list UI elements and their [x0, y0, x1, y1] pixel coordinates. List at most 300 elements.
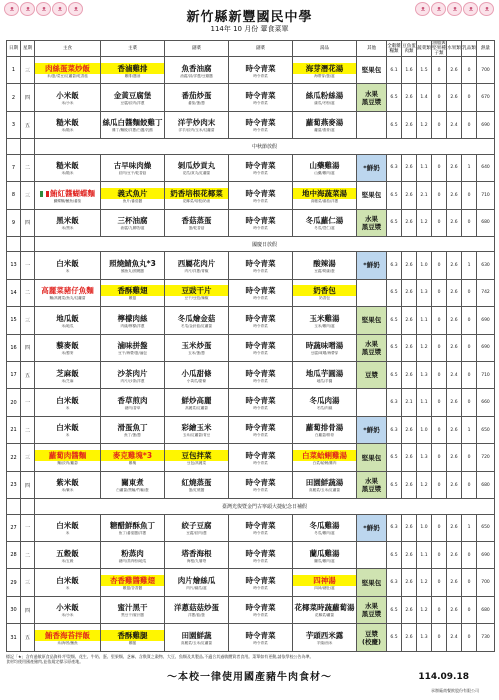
soup-dish	[293, 575, 356, 586]
side-dish	[229, 368, 292, 379]
nutrition-value: 0	[462, 279, 477, 306]
other-cell	[357, 624, 387, 652]
dish-ingredients: 時令青菜	[253, 323, 268, 328]
weekday-cell	[21, 236, 35, 251]
dish-cell	[101, 209, 165, 236]
soup-dish	[293, 258, 356, 269]
dish-name: 沙茶肉片	[117, 368, 148, 378]
dish-cell	[101, 307, 165, 334]
dish-cell	[101, 279, 165, 306]
weekday-cell: 三	[21, 307, 35, 334]
nutrition-value: 2.6	[447, 84, 462, 111]
dish-ingredients: 肉絲/檸檬/洋蔥	[120, 323, 145, 328]
nutrition-value: 1.1	[417, 389, 432, 416]
staple-dish	[35, 90, 100, 101]
staple-dish	[35, 160, 100, 171]
dish-cell	[35, 624, 101, 652]
column-header: 豆魚蛋肉類	[402, 41, 417, 57]
soup-dish	[293, 215, 356, 226]
staple-dish	[35, 450, 100, 461]
dish-ingredients: 芋頭/西米	[316, 640, 333, 645]
nutrition-value: 1.3	[417, 444, 432, 471]
dish-name: 奶香包	[313, 286, 336, 296]
nutrition-value: 2.6	[402, 182, 417, 209]
dish-name: 鮪香海苔拌飯	[45, 630, 90, 640]
dish-name: 地瓜飯	[56, 313, 79, 323]
nutrition-value: 0	[432, 154, 447, 181]
dish-cell	[293, 624, 357, 652]
table-row	[7, 471, 495, 498]
table-row	[7, 209, 495, 236]
nutrition-value: 6.3	[387, 569, 402, 596]
dish-ingredients: 山藥/雞肉/薑	[314, 171, 335, 176]
dish-ingredients: 米/糙米	[61, 171, 74, 176]
nutrition-value: 2.6	[447, 334, 462, 361]
nutrition-value: 660	[477, 389, 495, 416]
nutrition-value: 2.1	[402, 389, 417, 416]
dish-cell	[229, 279, 293, 306]
dish-ingredients: 小黃瓜/甜條	[186, 378, 207, 383]
dish-cell	[165, 252, 229, 279]
side-dish	[165, 368, 228, 379]
dish-ingredients: 海帶芽/蛋/薑	[314, 73, 335, 78]
nutrition-value: 2.6	[402, 84, 417, 111]
dish-ingredients: 蝴蝶麵/鮪魚/番茄	[53, 198, 82, 203]
day-cell: 14	[7, 279, 21, 306]
dish-ingredients: 肉片/洋蔥/青椒	[184, 268, 209, 273]
dish-name: 白米飯	[56, 258, 79, 268]
dish-name: 紅燒蒸蛋	[181, 478, 212, 488]
nutrition-value: 1.1	[417, 307, 432, 334]
staple-dish	[35, 477, 100, 488]
nutrition-value: 6.5	[387, 362, 402, 389]
dish-name: 彩繪玉米	[181, 423, 212, 433]
nutrition-value: 0	[432, 182, 447, 209]
weekday-cell: 二	[21, 416, 35, 443]
other-cell	[357, 471, 387, 498]
other-cell	[357, 111, 387, 138]
dish-ingredients: 高麗菜/紅蘿蔔	[185, 406, 208, 410]
day-cell: 8	[7, 182, 21, 209]
nutrition-value: 0	[432, 444, 447, 471]
dish-cell	[101, 84, 165, 111]
nutrition-value: 0	[432, 624, 447, 652]
nutrition-value: 1.1	[417, 542, 432, 569]
dish-name: 芝麻飯	[56, 368, 79, 378]
side-dish	[165, 285, 228, 296]
other-item: 黑豆漿	[361, 347, 382, 356]
side-dish	[229, 602, 292, 613]
dish-name: 地中海蔬菜湯	[302, 188, 347, 198]
dish-ingredients: 時令青菜	[253, 296, 268, 301]
nutrition-value: 2.6	[402, 111, 417, 138]
side-dish	[165, 477, 228, 488]
dish-name: 蘿蔔燕麥湯	[305, 118, 344, 128]
table-row	[7, 307, 495, 334]
dish-ingredients: 麵/絞肉/蘿蔔	[57, 460, 78, 465]
nutrition-value: 0	[462, 307, 477, 334]
dish-cell	[165, 362, 229, 389]
other-item: 水果	[365, 214, 378, 223]
dish-ingredients: 白蘿蔔/排骨	[314, 433, 335, 438]
dish-name: 滷味拼盤	[117, 341, 148, 351]
nutrition-value: 2.6	[447, 209, 462, 236]
dish-ingredients: 米/糙米	[61, 128, 74, 133]
dish-ingredients: 米/小米	[61, 613, 74, 618]
dish-cell	[101, 596, 165, 623]
dish-ingredients: 豆包/高麗菜	[186, 460, 207, 465]
dish-name: 四神湯	[313, 575, 336, 585]
main-dish	[101, 630, 164, 641]
other-item: *鮮奶	[363, 163, 380, 172]
dish-name: 香酥雞翅	[117, 286, 148, 296]
dish-name: 地瓜芋圓湯	[305, 368, 344, 378]
side-dish	[229, 548, 292, 559]
nutrition-value: 2.4	[447, 624, 462, 652]
side-dish	[229, 450, 292, 461]
nutrition-value: 2.6	[402, 154, 417, 181]
dish-ingredients: 玉米/紅蘿蔔/青豆	[182, 433, 211, 438]
dish-ingredients: 米	[65, 433, 70, 438]
side-dish	[165, 117, 228, 128]
dish-name: 鮮炒高麗	[181, 396, 212, 405]
nutrition-value: 690	[477, 542, 495, 569]
soup-dish	[293, 602, 356, 613]
staple-dish	[35, 63, 100, 74]
dish-ingredients: 雞翅/杏香醬	[122, 585, 143, 590]
side-dish	[229, 188, 292, 199]
weekday-cell: 二	[21, 542, 35, 569]
dish-cell	[293, 362, 357, 389]
dish-ingredients: 冬瓜/雞肉/薑	[314, 531, 335, 536]
dish-cell	[293, 154, 357, 181]
holiday-label: 中秋節放假	[35, 139, 495, 154]
dish-cell	[165, 514, 229, 541]
dish-ingredients: 花瓜/貢丸/紅蘿蔔	[182, 171, 211, 176]
other-cell	[357, 84, 387, 111]
side-dish	[165, 90, 228, 101]
dish-ingredients: 米/蛋/菜豆/紅蘿蔔/乾香菇	[47, 73, 88, 78]
nutrition-value: 2.6	[447, 569, 462, 596]
day-cell	[7, 236, 21, 251]
soup-dish	[293, 340, 356, 351]
dish-name: 番茄炒蛋	[181, 90, 212, 100]
weekday-cell: 一	[21, 252, 35, 279]
column-header: 副菜	[165, 41, 229, 57]
dish-cell	[101, 252, 165, 279]
dish-name: 豆包拌菜	[181, 450, 212, 460]
dish-name: 時蔬味噌湯	[305, 341, 344, 351]
main-dish	[101, 450, 164, 461]
weekday-cell: 五	[21, 624, 35, 652]
dish-ingredients: 時令青菜	[253, 378, 268, 383]
other-cell	[357, 209, 387, 236]
other-cell	[357, 542, 387, 569]
dish-ingredients: 絲瓜/冬粉/薑	[314, 100, 335, 105]
nutrition-value: 0	[462, 209, 477, 236]
dish-name: 奶香培根花椰菜	[170, 188, 223, 198]
nutrition-value: 1.2	[417, 209, 432, 236]
allergen-note: 標記「★」含有過敏原食品資料:甲殼類、花生、牛奶、蛋、堅果類、芝麻、含麩質之穀物、大豆、魚類及其製品,不適合其過敏體質者食用。菜單如有更動,請依學校公告為準。	[6, 654, 314, 659]
weekday-cell: 三	[21, 569, 35, 596]
column-header: 主食	[35, 41, 101, 57]
weekday-cell: 三	[21, 182, 35, 209]
dish-name: 時令青菜	[245, 548, 276, 558]
nutrition-value: 1.1	[417, 154, 432, 181]
dish-name: 金黃豆腐堡	[113, 90, 152, 100]
nutrition-value: 6.5	[387, 84, 402, 111]
nutrition-value: 0	[432, 389, 447, 416]
dish-name: 五穀飯	[56, 548, 79, 558]
dish-name: 照燒鯖魚丸*3	[109, 258, 156, 268]
staple-dish	[35, 340, 100, 351]
dish-ingredients: 冬瓜/金針菇/紅蘿蔔	[180, 323, 213, 328]
dish-cell	[101, 569, 165, 596]
dish-name: 肉片燴絲瓜	[177, 575, 216, 585]
main-dish	[101, 368, 164, 379]
nutrition-value: 6.5	[387, 596, 402, 623]
dish-ingredients: 時令青菜	[253, 433, 268, 438]
dish-name: 糙米飯	[56, 161, 79, 171]
dish-name: 冬瓜雞湯	[309, 521, 340, 531]
day-cell: 13	[7, 252, 21, 279]
other-cell	[357, 416, 387, 443]
dish-cell	[293, 182, 357, 209]
other-cell	[357, 569, 387, 596]
dish-ingredients: 時令青菜	[253, 198, 268, 203]
side-dish	[229, 258, 292, 269]
dish-name: 西屬花肉片	[177, 258, 216, 268]
soup-dish	[293, 395, 356, 406]
nutrition-value: 6.5	[387, 444, 402, 471]
dish-ingredients: 洋芋/絞肉/玉米/紅蘿蔔	[178, 128, 215, 133]
dish-cell	[165, 209, 229, 236]
dish-ingredients: 米/小米	[61, 100, 74, 105]
nutrition-value: 0	[432, 252, 447, 279]
dish-cell	[35, 57, 101, 84]
nutrition-value: 6.3	[387, 389, 402, 416]
dish-ingredients: 米/海苔/鮪魚	[57, 640, 78, 645]
side-dish	[229, 160, 292, 171]
dish-cell	[35, 389, 101, 416]
dish-cell	[35, 569, 101, 596]
side-dish	[229, 215, 292, 226]
dish-ingredients: 蛋/紅燒醬	[188, 488, 205, 493]
holiday-label: 臺灣光復暨金門古寧頭大捷紀念日補假	[35, 499, 495, 514]
dish-cell	[293, 542, 357, 569]
dish-name: 絞子豆腐	[181, 521, 212, 531]
side-dish	[229, 395, 292, 406]
column-header: 熱量	[477, 41, 495, 57]
weekday-cell: 二	[21, 279, 35, 306]
table-row	[7, 111, 495, 138]
nutrition-value: 2.6	[447, 154, 462, 181]
dish-ingredients: 米/五穀	[61, 558, 74, 563]
dish-ingredients: 冬瓜/薏仁/薑	[314, 226, 335, 231]
main-dish	[101, 313, 164, 324]
dish-name: 香菇蒸蛋	[181, 216, 212, 226]
dish-name: 小米飯	[56, 90, 79, 100]
side-dish	[229, 520, 292, 531]
main-dish	[101, 395, 164, 406]
dish-name: 玉米雞湯	[309, 313, 340, 323]
dish-ingredients: 雞塊	[128, 460, 137, 465]
dish-ingredients: 豆腐/筍絲/蛋	[314, 268, 335, 273]
staple-dish	[35, 630, 100, 641]
dish-name: 關東煮	[121, 478, 144, 488]
nutrition-value: 0	[432, 57, 447, 84]
day-cell: 16	[7, 334, 21, 361]
dish-name: 時令青菜	[245, 630, 276, 640]
dish-cell	[293, 596, 357, 623]
dish-ingredients: 絞肉/豆干/乾香菇	[118, 171, 147, 176]
table-row	[7, 389, 495, 416]
dish-name: 蘭瓜雞湯	[309, 548, 340, 558]
nutrition-value: 0	[462, 624, 477, 652]
nutrition-value: 6.3	[387, 154, 402, 181]
dish-name: 時令青菜	[245, 396, 276, 405]
day-cell: 3	[7, 111, 21, 138]
nutrition-value: 1.5	[417, 57, 432, 84]
dish-name: 魚香油腐	[181, 63, 212, 73]
dish-cell	[35, 334, 101, 361]
weekday-cell: 三	[21, 444, 35, 471]
staple-dish	[35, 548, 100, 559]
nutrition-value: 2.6	[402, 362, 417, 389]
dish-name: 洋芋炒肉末	[177, 118, 216, 128]
dish-ingredients: 時令青菜	[253, 73, 268, 78]
dish-cell	[101, 416, 165, 443]
staple-dish	[35, 575, 100, 586]
nutrition-value: 6.3	[387, 416, 402, 443]
dish-cell	[35, 542, 101, 569]
side-dish	[229, 340, 292, 351]
day-cell: 27	[7, 514, 21, 541]
column-header: 水果類	[447, 41, 462, 57]
dish-name: 田園鮮蔬湯	[305, 478, 344, 488]
holiday-row	[7, 499, 495, 514]
dish-ingredients: 油腐/蒜/洋蔥/豆瓣醬	[180, 73, 213, 78]
dish-cell	[165, 471, 229, 498]
dish-ingredients: 花椰菜/蘿蔔	[314, 613, 335, 618]
nutrition-value: 2.6	[447, 307, 462, 334]
day-cell	[7, 499, 21, 514]
table-row	[7, 57, 495, 84]
nutrition-value: 1	[462, 416, 477, 443]
soup-dish	[293, 285, 356, 296]
nutrition-value: 0	[432, 307, 447, 334]
nutrition-value: 2.4	[447, 362, 462, 389]
dish-name: 高麗菜豬仔魚麵	[41, 286, 94, 296]
nutrition-value: 1.0	[417, 416, 432, 443]
nutrition-value: 650	[477, 514, 495, 541]
nutrition-value: 1.2	[417, 569, 432, 596]
dish-ingredients: 時令青菜	[253, 171, 268, 176]
dish-ingredients: 玉米/蛋/蔥	[188, 351, 205, 356]
dish-ingredients: 米	[65, 585, 70, 590]
table-header-row	[7, 41, 495, 57]
nutrition-value: 6.5	[387, 471, 402, 498]
weekday-cell: 一	[21, 389, 35, 416]
dish-ingredients: 米	[65, 406, 70, 410]
dish-ingredients: 米	[65, 268, 70, 273]
main-dish	[101, 477, 164, 488]
dish-cell	[101, 111, 165, 138]
nutrition-value: 0	[432, 362, 447, 389]
nutrition-value: 2.6	[447, 57, 462, 84]
other-item: 堅果包	[361, 453, 382, 462]
soup-dish	[293, 188, 356, 199]
menu-table-body	[7, 57, 495, 652]
nutrition-value: 0	[462, 542, 477, 569]
dish-ingredients: 時令青菜	[253, 488, 268, 493]
rabbit-decoration-left: ᴥ ᴥ ᴥ ᴥ ᴥ	[4, 2, 84, 16]
nutrition-value: 2.6	[402, 444, 417, 471]
dish-ingredients: 米/地瓜	[61, 323, 74, 328]
main-dish	[101, 258, 164, 269]
dish-ingredients: 麵/高麗菜/魚丸/紅蘿蔔	[49, 296, 86, 301]
weekday-cell	[21, 139, 35, 154]
dish-cell	[165, 444, 229, 471]
dish-name: 絲瓜白醬麵餃雞丁	[102, 118, 163, 128]
dish-ingredients: 蘿蔔/燕麥/薑	[314, 128, 335, 133]
soup-dish	[293, 477, 356, 488]
dish-name: 剝瓜炒貢丸	[177, 161, 216, 171]
other-cell	[357, 252, 387, 279]
nutrition-value: 0	[462, 111, 477, 138]
dish-cell	[293, 389, 357, 416]
other-item: 豆漿	[365, 371, 378, 380]
dish-name: 蘿蔔排骨湯	[305, 423, 344, 433]
dish-ingredients: 白菜/蛤蜊/雞肉	[312, 460, 337, 465]
dish-cell	[165, 416, 229, 443]
dish-name: 粉蒸肉	[121, 548, 144, 558]
rabbit-decoration-right: ᴥ ᴥ ᴥ ᴥ ᴥ	[415, 2, 495, 16]
page-header	[0, 0, 499, 40]
dish-name: 時令青菜	[245, 423, 276, 433]
dish-name: 紫米飯	[56, 478, 79, 488]
holiday-label: 國慶日放假	[35, 236, 495, 251]
main-dish	[101, 90, 164, 101]
main-dish	[101, 602, 164, 613]
nutrition-value: 0	[462, 362, 477, 389]
dish-name: 時令青菜	[245, 478, 276, 488]
dish-ingredients: 肉片/沙茶/洋蔥	[120, 378, 145, 383]
staple-dish	[35, 395, 100, 406]
dish-ingredients: 海根/九層塔	[186, 558, 207, 563]
dish-cell	[35, 252, 101, 279]
dish-cell	[229, 334, 293, 361]
dish-cell	[165, 154, 229, 181]
day-cell: 20	[7, 389, 21, 416]
dish-ingredients: 時令青菜	[253, 226, 268, 231]
nutrition-value: 0	[432, 84, 447, 111]
day-cell	[7, 139, 21, 154]
other-item: 堅果包	[361, 191, 382, 200]
dish-name: 時令青菜	[245, 258, 276, 268]
dish-ingredients: 豆腐/絞肉/洋蔥	[120, 100, 145, 105]
dish-cell	[293, 334, 357, 361]
dish-name: 檸檬肉絲	[117, 313, 148, 323]
dish-ingredients: 奶香包	[319, 296, 330, 301]
nutrition-value: 2.6	[447, 471, 462, 498]
nutrition-value: 0	[432, 569, 447, 596]
holiday-row	[7, 236, 495, 251]
dish-name: 玉米炒蛋	[181, 341, 212, 351]
weekday-cell: 四	[21, 334, 35, 361]
soup-dish	[293, 368, 356, 379]
footer-note	[6, 654, 494, 664]
